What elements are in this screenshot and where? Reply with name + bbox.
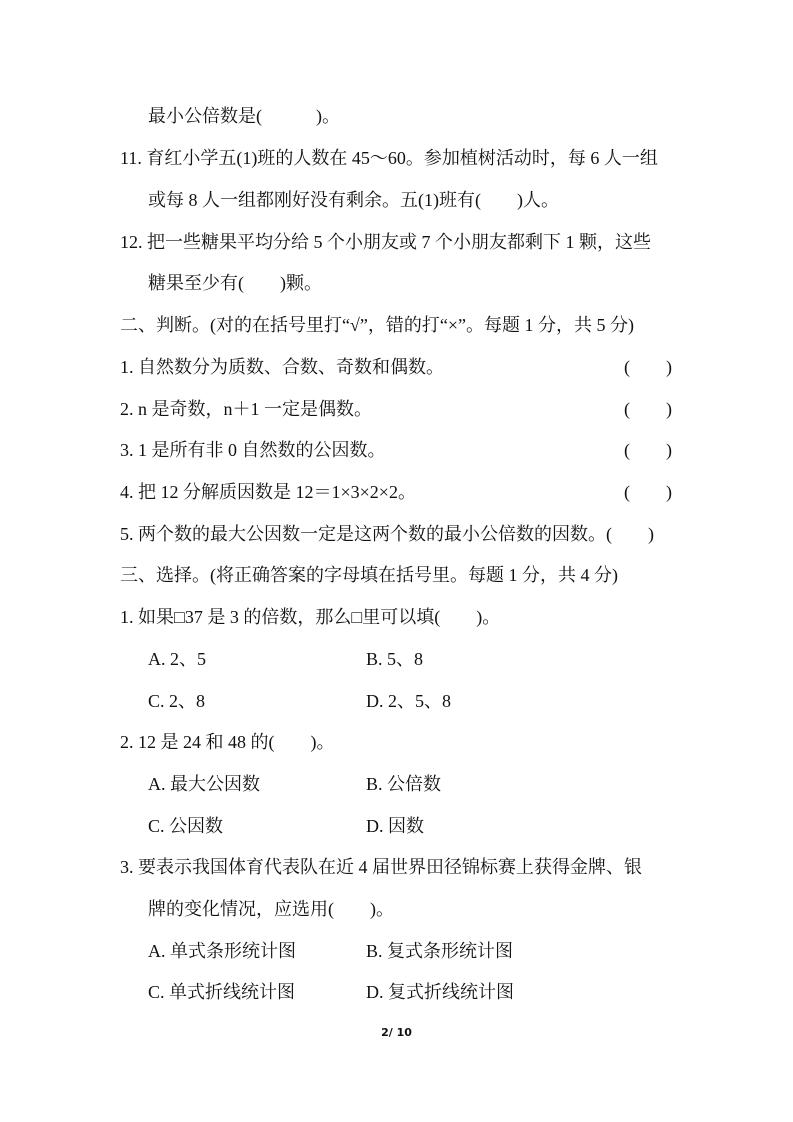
q12-line1: 12. 把一些糖果平均分给 5 个小朋友或 7 个小朋友都剩下 1 颗，这些	[120, 232, 651, 252]
page-number: 2/ 10	[381, 1026, 412, 1039]
choice-q3-option-a: A. 单式条形统计图	[148, 941, 296, 961]
judge-bracket-1: ( )	[624, 357, 672, 377]
choice-q1-stem: 1. 如果□37 是 3 的倍数，那么□里可以填( )。	[120, 607, 501, 627]
choice-q3-stem-line2: 牌的变化情况，应选用( )。	[148, 899, 394, 919]
choice-q1-option-b: B. 5、8	[366, 649, 424, 669]
choice-q2-stem: 2. 12 是 24 和 48 的( )。	[120, 732, 335, 752]
q10-continuation: 最小公倍数是( )。	[148, 106, 340, 126]
choice-q3-option-b: B. 复式条形统计图	[366, 941, 514, 961]
choice-q3-option-c: C. 单式折线统计图	[148, 982, 296, 1002]
choice-q3-stem-line1: 3. 要表示我国体育代表队在近 4 届世界田径锦标赛上获得金牌、银	[120, 857, 642, 877]
judge-item-4: 4. 把 12 分解质因数是 12＝1×3×2×2。	[120, 482, 416, 502]
judge-bracket-2: ( )	[624, 399, 672, 419]
q11-line1: 11. 育红小学五(1)班的人数在 45～60。参加植树活动时，每 6 人一组	[120, 148, 658, 168]
judge-item-3: 3. 1 是所有非 0 自然数的公因数。	[120, 440, 386, 460]
choice-q1-option-d: D. 2、5、8	[366, 691, 451, 711]
judge-item-5: 5. 两个数的最大公因数一定是这两个数的最小公倍数的因数。( )	[120, 524, 654, 544]
choice-q2-option-c: C. 公因数	[148, 816, 224, 836]
q11-line2: 或每 8 人一组都刚好没有剩余。五(1)班有( )人。	[148, 190, 559, 210]
choice-q1-option-a: A. 2、5	[148, 649, 206, 669]
choice-heading: 三、选择。(将正确答案的字母填在括号里。每题 1 分，共 4 分)	[120, 565, 618, 585]
judge-item-2: 2. n 是奇数，n＋1 一定是偶数。	[120, 399, 372, 419]
judge-bracket-4: ( )	[624, 482, 672, 502]
choice-q2-option-b: B. 公倍数	[366, 774, 442, 794]
judge-item-1: 1. 自然数分为质数、合数、奇数和偶数。	[120, 357, 444, 377]
judge-bracket-3: ( )	[624, 440, 672, 460]
q12-line2: 糖果至少有( )颗。	[148, 273, 322, 293]
judge-heading: 二、判断。(对的在括号里打“√”，错的打“×”。每题 1 分，共 5 分)	[120, 315, 634, 335]
choice-q2-option-a: A. 最大公因数	[148, 774, 260, 794]
choice-q1-option-c: C. 2、8	[148, 691, 206, 711]
choice-q2-option-d: D. 因数	[366, 816, 424, 836]
choice-q3-option-d: D. 复式折线统计图	[366, 982, 514, 1002]
